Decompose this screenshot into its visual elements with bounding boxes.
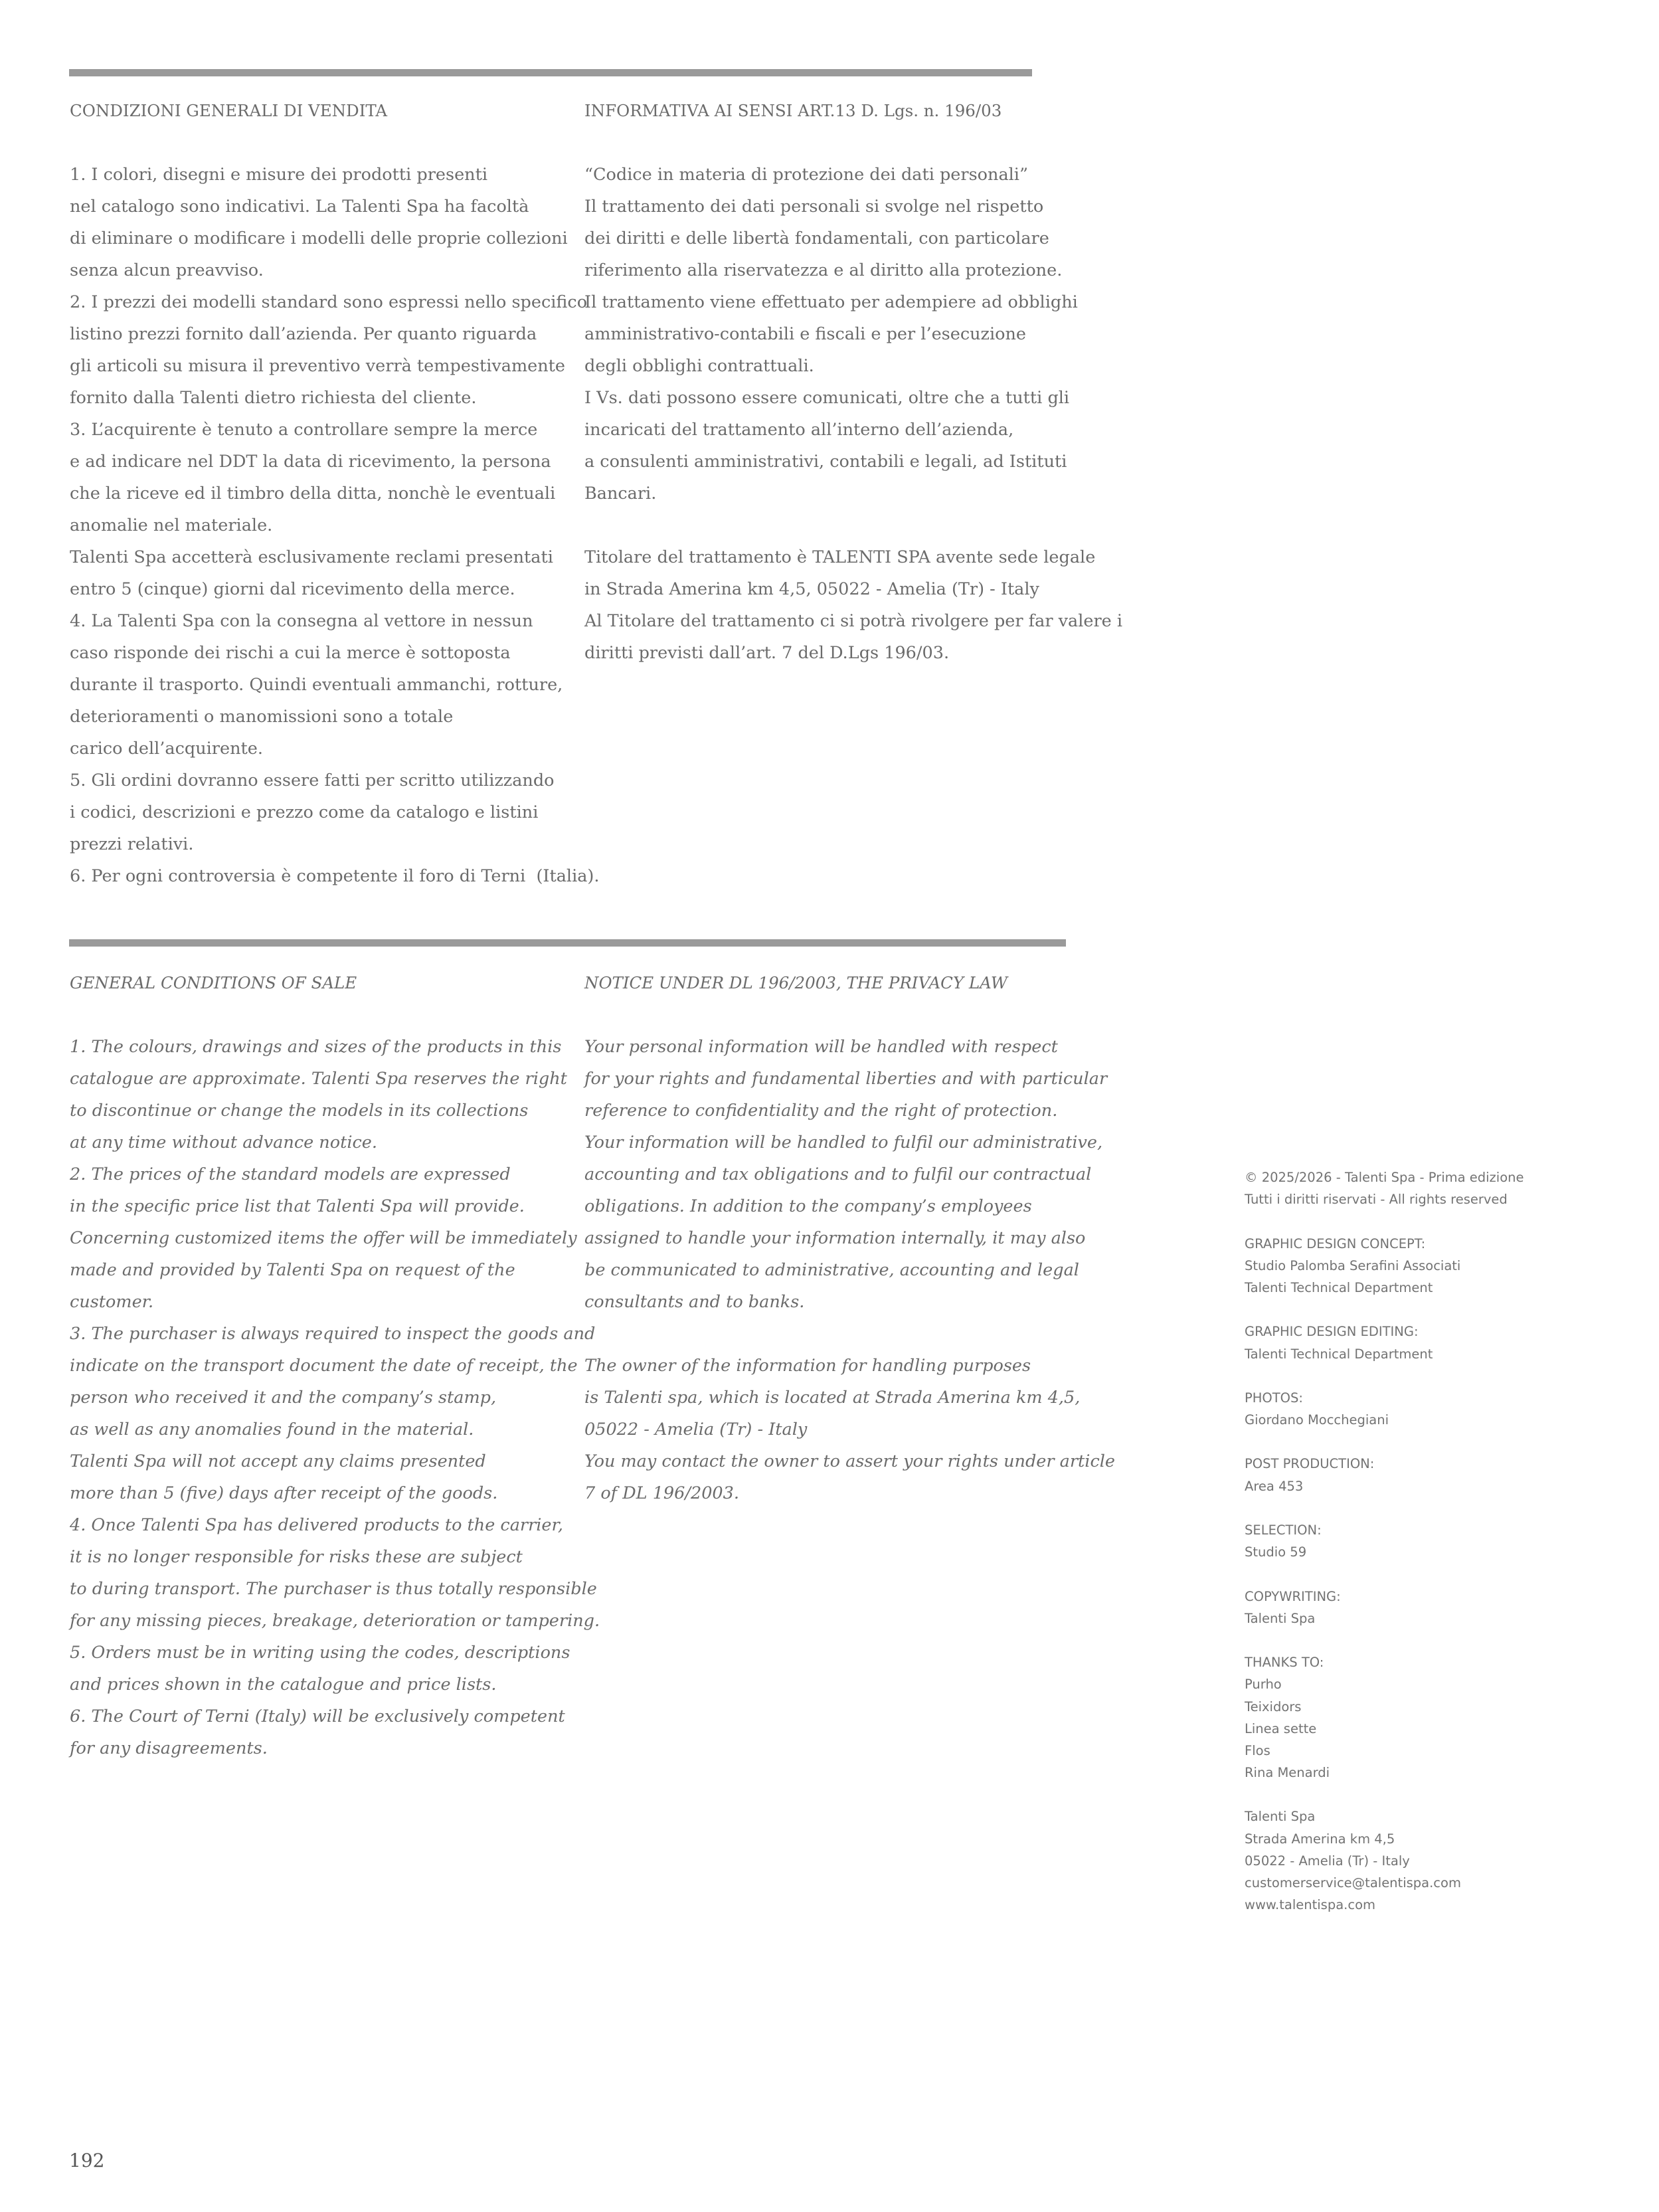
text-line: incaricati del trattamento all’interno dell’azienda, — [584, 420, 1014, 440]
top-rule — [69, 69, 1032, 76]
text-line: diritti previsti dall’art. 7 del D.Lgs 196/03. — [584, 643, 950, 663]
text-line: i codici, descrizioni e prezzo come da catalogo e listini — [70, 802, 539, 822]
en-privacy-section — [584, 967, 1115, 1509]
text-line: You may contact the owner to assert your rights under article — [584, 1451, 1115, 1471]
text-line: Talenti Technical Department — [1245, 1346, 1433, 1362]
text-line: Concerning customized items the offer will be immediately — [70, 1228, 577, 1248]
text-line: fornito dalla Talenti dietro richiesta del cliente. — [70, 388, 477, 408]
text-line: POST PRODUCTION: — [1245, 1456, 1375, 1472]
text-line: GRAPHIC DESIGN EDITING: — [1245, 1324, 1419, 1340]
credits-post-production — [1245, 1453, 1616, 1497]
text-line: 3. The purchaser is always required to inspect the goods and — [70, 1324, 596, 1344]
text-line: “Codice in materia di protezione dei dati personali” — [584, 165, 1028, 185]
text-line: Titolare del trattamento è TALENTI SPA avente sede legale — [584, 547, 1096, 567]
text-line: Area 453 — [1245, 1478, 1304, 1494]
en-privacy-title: NOTICE UNDER DL 196/2003, THE PRIVACY LAW — [584, 973, 1008, 992]
text-line: senza alcun preavviso. — [70, 260, 264, 280]
text-line: in the specific price list that Talenti Spa will provide. — [70, 1196, 525, 1216]
text-line: SELECTION: — [1245, 1522, 1322, 1538]
credits-selection — [1245, 1519, 1616, 1563]
text-line: Linea sette — [1245, 1720, 1317, 1736]
text-line: catalogue are approximate. Talenti Spa reserves the right — [70, 1069, 567, 1089]
text-line: Il trattamento viene effettuato per adempiere ad obblighi — [584, 292, 1078, 312]
text-line: Il trattamento dei dati personali si svolge nel rispetto — [584, 197, 1044, 217]
text-line: made and provided by Talenti Spa on request of the — [70, 1260, 515, 1280]
text-line: it is no longer responsible for risks these are subject — [70, 1547, 523, 1567]
text-line: Al Titolare del trattamento ci si potrà rivolgere per far valere i — [584, 611, 1123, 631]
text-line: durante il trasporto. Quindi eventuali ammanchi, rotture, — [70, 675, 563, 695]
text-line: 2. The prices of the standard models are expressed — [70, 1164, 511, 1184]
text-line: be communicated to administrative, accounting and legal — [584, 1260, 1079, 1280]
text-line: THANKS TO: — [1245, 1655, 1324, 1671]
it-conditions-body — [70, 159, 600, 892]
en-conditions-section — [70, 967, 600, 1764]
text-line: di eliminare o modificare i modelli delle proprie collezioni — [70, 229, 568, 248]
text-line: Rina Menardi — [1245, 1765, 1330, 1781]
text-line: indicate on the transport document the date of receipt, the — [70, 1356, 578, 1376]
text-line: more than 5 (five) days after receipt of the goods. — [70, 1483, 498, 1503]
text-line: Your information will be handled to fulfil our administrative, — [584, 1133, 1103, 1152]
text-line: 5. Gli ordini dovranno essere fatti per scritto utilizzando — [70, 771, 555, 790]
it-privacy-title: INFORMATIVA AI SENSI ART.13 D. Lgs. n. 196/03 — [584, 101, 1002, 120]
text-line: Tutti i diritti riservati - All rights reserved — [1245, 1192, 1508, 1208]
text-line: reference to confidentiality and the right of protection. — [584, 1101, 1058, 1121]
text-line: 05022 - Amelia (Tr) - Italy — [584, 1420, 808, 1439]
text-line: assigned to handle your information internally, it may also — [584, 1228, 1086, 1248]
credits-thanks — [1245, 1651, 1616, 1784]
text-line: PHOTOS: — [1245, 1390, 1303, 1406]
text-line: Flos — [1245, 1742, 1270, 1758]
en-conditions-body — [70, 1031, 600, 1764]
text-line: Strada Amerina km 4,5 — [1245, 1831, 1395, 1847]
text-line: person who received it and the company’s stamp, — [70, 1388, 497, 1408]
text-line: listino prezzi fornito dall’azienda. Per quanto riguarda — [70, 324, 537, 344]
credits-copywriting — [1245, 1586, 1616, 1629]
text-line: GRAPHIC DESIGN CONCEPT: — [1245, 1236, 1426, 1251]
text-line: e ad indicare nel DDT la data di ricevimento, la persona — [70, 452, 551, 472]
text-line: COPYWRITING: — [1245, 1588, 1341, 1604]
en-conditions-title: GENERAL CONDITIONS OF SALE — [70, 973, 357, 992]
text-line: 6. The Court of Terni (Italy) will be exclusively competent — [70, 1706, 565, 1726]
credits-design-concept — [1245, 1233, 1616, 1299]
text-line: obligations. In addition to the company’s employees — [584, 1196, 1032, 1216]
text-line: for your rights and fundamental liberties and with particular — [584, 1069, 1108, 1089]
text-line: for any missing pieces, breakage, deterioration or tampering. — [70, 1611, 600, 1631]
en-privacy-para-2 — [584, 1350, 1115, 1509]
text-line: degli obblighi contrattuali. — [584, 356, 814, 376]
text-line: to discontinue or change the models in its collections — [70, 1101, 529, 1121]
text-line: gli articoli su misura il preventivo verrà tempestivamente — [70, 356, 565, 376]
text-line: 05022 - Amelia (Tr) - Italy — [1245, 1853, 1410, 1869]
text-line: Bancari. — [584, 484, 657, 504]
it-conditions-title: CONDIZIONI GENERALI DI VENDITA — [70, 101, 388, 120]
it-conditions-section — [70, 95, 600, 892]
text-line: che la riceve ed il timbro della ditta, nonchè le eventuali — [70, 484, 556, 504]
text-line: Talenti Spa will not accept any claims presented — [70, 1451, 486, 1471]
text-line: Talenti Technical Department — [1245, 1279, 1433, 1295]
text-line: nel catalogo sono indicativi. La Talenti Spa ha facoltà — [70, 197, 529, 217]
it-privacy-section — [584, 95, 1123, 669]
text-line: 5. Orders must be in writing using the codes, descriptions — [70, 1643, 570, 1663]
page-number: 192 — [69, 2150, 105, 2171]
text-line: Giordano Mocchegiani — [1245, 1412, 1389, 1428]
text-line: Your personal information will be handled with respect — [584, 1037, 1058, 1057]
text-line: and prices shown in the catalogue and price lists. — [70, 1675, 497, 1695]
text-line: 1. The colours, drawings and sizes of the products in this — [70, 1037, 562, 1057]
text-line: for any disagreements. — [70, 1738, 268, 1758]
credits-copyright — [1245, 1166, 1616, 1210]
text-line: Studio 59 — [1245, 1544, 1307, 1560]
text-line: 3. L’acquirente è tenuto a controllare sempre la merce — [70, 420, 538, 440]
text-line: © 2025/2026 - Talenti Spa - Prima edizione — [1245, 1170, 1524, 1185]
text-line: Studio Palomba Serafini Associati — [1245, 1257, 1461, 1273]
text-line: amministrativo-contabili e fiscali e per l’esecuzione — [584, 324, 1026, 344]
text-line: 6. Per ogni controversia è competente il foro di Terni (Italia). — [70, 866, 600, 886]
credits-design-editing — [1245, 1321, 1616, 1364]
text-line: as well as any anomalies found in the material. — [70, 1420, 474, 1439]
en-privacy-para-1 — [584, 1031, 1108, 1318]
text-line: prezzi relativi. — [70, 834, 194, 854]
text-line: deterioramenti o manomissioni sono a totale — [70, 707, 454, 727]
text-line: 4. La Talenti Spa con la consegna al vettore in nessun — [70, 611, 533, 631]
it-privacy-para-2 — [584, 541, 1123, 669]
text-line: customer. — [70, 1292, 154, 1312]
text-line: Talenti Spa — [1245, 1809, 1316, 1825]
text-line: to during transport. The purchaser is thus totally responsible — [70, 1579, 597, 1599]
text-line: I Vs. dati possono essere comunicati, oltre che a tutti gli — [584, 388, 1070, 408]
text-line: Talenti Spa — [1245, 1610, 1316, 1626]
text-line: caso risponde dei rischi a cui la merce è sottoposta — [70, 643, 511, 663]
text-line: customerservice@talentispa.com — [1245, 1875, 1461, 1890]
text-line: carico dell’acquirente. — [70, 739, 263, 759]
credits-address — [1245, 1805, 1616, 1916]
it-privacy-para-1 — [584, 159, 1078, 509]
text-line: is Talenti spa, which is located at Strada Amerina km 4,5, — [584, 1388, 1081, 1408]
text-line: Talenti Spa accetterà esclusivamente reclami presentati — [70, 547, 553, 567]
text-line: anomalie nel materiale. — [70, 515, 273, 535]
text-line: dei diritti e delle libertà fondamentali, con particolare — [584, 229, 1049, 248]
text-line: www.talentispa.com — [1245, 1897, 1376, 1913]
credits-column — [1245, 1166, 1616, 1916]
text-line: 4. Once Talenti Spa has delivered products to the carrier, — [70, 1515, 564, 1535]
text-line: consultants and to banks. — [584, 1292, 805, 1312]
text-line: Teixidors — [1245, 1699, 1302, 1714]
text-line: in Strada Amerina km 4,5, 05022 - Amelia (Tr) - Italy — [584, 579, 1039, 599]
text-line: at any time without advance notice. — [70, 1133, 377, 1152]
text-line: riferimento alla riservatezza e al diritto alla protezione. — [584, 260, 1063, 280]
text-line: The owner of the information for handling purposes — [584, 1356, 1031, 1376]
text-line: accounting and tax obligations and to fulfil our contractual — [584, 1164, 1092, 1184]
text-line: entro 5 (cinque) giorni dal ricevimento della merce. — [70, 579, 515, 599]
text-line: Purho — [1245, 1677, 1282, 1693]
text-line: a consulenti amministrativi, contabili e legali, ad Istituti — [584, 452, 1067, 472]
text-line: 2. I prezzi dei modelli standard sono espressi nello specifico — [70, 292, 588, 312]
middle-rule — [69, 939, 1066, 947]
text-line: 7 of DL 196/2003. — [584, 1483, 739, 1503]
credits-photos — [1245, 1387, 1616, 1431]
text-line: 1. I colori, disegni e misure dei prodotti presenti — [70, 165, 487, 185]
